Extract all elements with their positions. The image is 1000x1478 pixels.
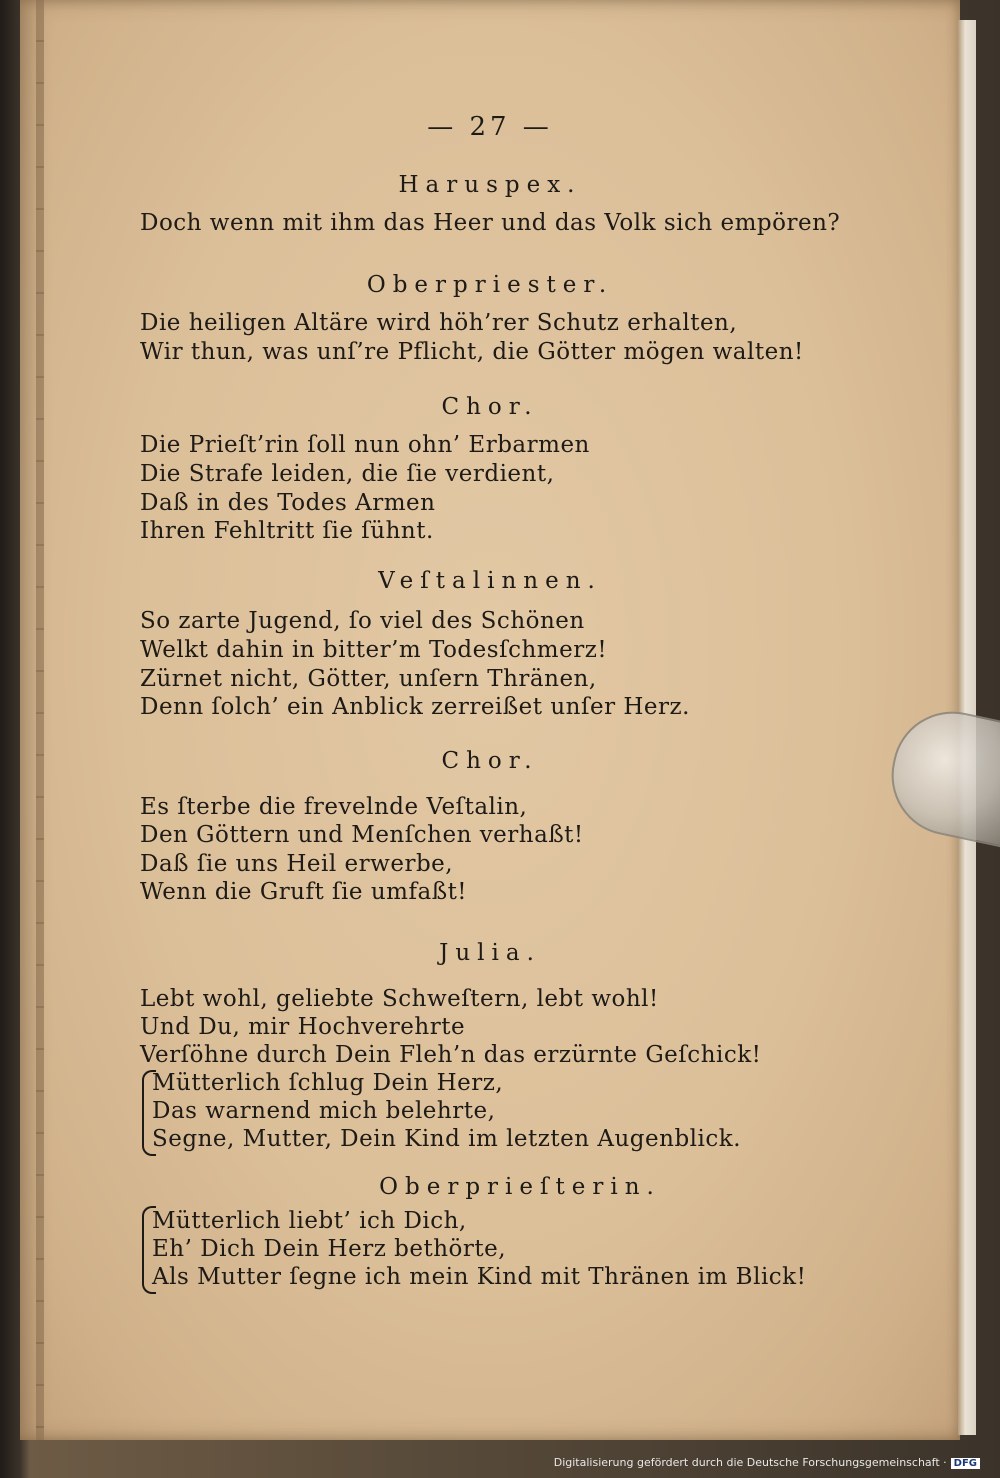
verse-line: Wenn die Gruft ſie umfaßt! (140, 879, 468, 905)
book-page (20, 0, 960, 1440)
speaker-haruspex: Haruspex. (398, 172, 582, 198)
verse-line: Eh’ Dich Dein Herz bethörte, (152, 1236, 507, 1262)
verse-line: Denn ſolch’ ein Anblick zerreißet unſer Herz. (140, 694, 690, 720)
speaker-oberpriester: Oberpriester. (366, 272, 614, 298)
page-binding (36, 0, 44, 1440)
verse-line: Zürnet nicht, Götter, unſern Thränen, (140, 666, 597, 692)
verse-line: Mütterlich liebt’ ich Dich, (152, 1208, 467, 1234)
verse-line: Und Du, mir Hochverehrte (140, 1014, 466, 1040)
speaker-oberpriesterin: Oberprieſterin. (379, 1174, 661, 1200)
verse-line: Die Prieſt’rin ſoll nun ohn’ Erbarmen (140, 432, 590, 458)
verse-line: Daß ſie uns Heil erwerbe, (140, 851, 454, 877)
verse-line: Welkt dahin in bitter’m Todesſchmerz! (140, 637, 608, 663)
verse-line: Verſöhne durch Dein Fleh’n das erzürnte Geſchick! (140, 1042, 762, 1068)
verse-line: So zarte Jugend, ſo viel des Schönen (140, 608, 585, 634)
verse-line: Als Mutter ſegne ich mein Kind mit Thränen im Blick! (152, 1264, 807, 1290)
verse-line: Lebt wohl, geliebte Schweſtern, lebt wohl! (140, 986, 659, 1012)
verse-line: Doch wenn mit ihm das Heer und das Volk sich empören? (140, 210, 841, 236)
verse-line: Mütterlich ſchlug Dein Herz, (152, 1070, 504, 1096)
verse-line: Wir thun, was unſ’re Pflicht, die Götter mögen walten! (140, 339, 804, 365)
verse-line: Daß in des Todes Armen (140, 490, 436, 516)
digitization-footer (540, 1456, 980, 1472)
speaker-vestalinnen: Veſtalinnen. (378, 568, 602, 594)
speaker-chor: Chor. (441, 394, 539, 420)
verse-line: Ihren Fehltritt ſie ſühnt. (140, 518, 434, 544)
verse-line: Es ſterbe die frevelnde Veſtalin, (140, 794, 528, 820)
speaker-chor: Chor. (441, 748, 539, 774)
verse-line: Den Göttern und Menſchen verhaßt! (140, 822, 584, 848)
verse-line: Die heiligen Altäre wird höh’rer Schutz erhalten, (140, 310, 738, 336)
verse-line: Die Strafe leiden, die ſie verdient, (140, 461, 555, 487)
speaker-julia: Julia. (439, 940, 541, 966)
verse-line: Segne, Mutter, Dein Kind im letzten Augenblick. (152, 1126, 742, 1152)
footer-text: Digitalisierung gefördert durch die Deutsche Forschungsgemeinschaft · (553, 1456, 947, 1469)
page-number: — 27 — (427, 112, 553, 142)
dfg-logo: DFG (951, 1458, 980, 1469)
verse-line: Das warnend mich belehrte, (152, 1098, 496, 1124)
